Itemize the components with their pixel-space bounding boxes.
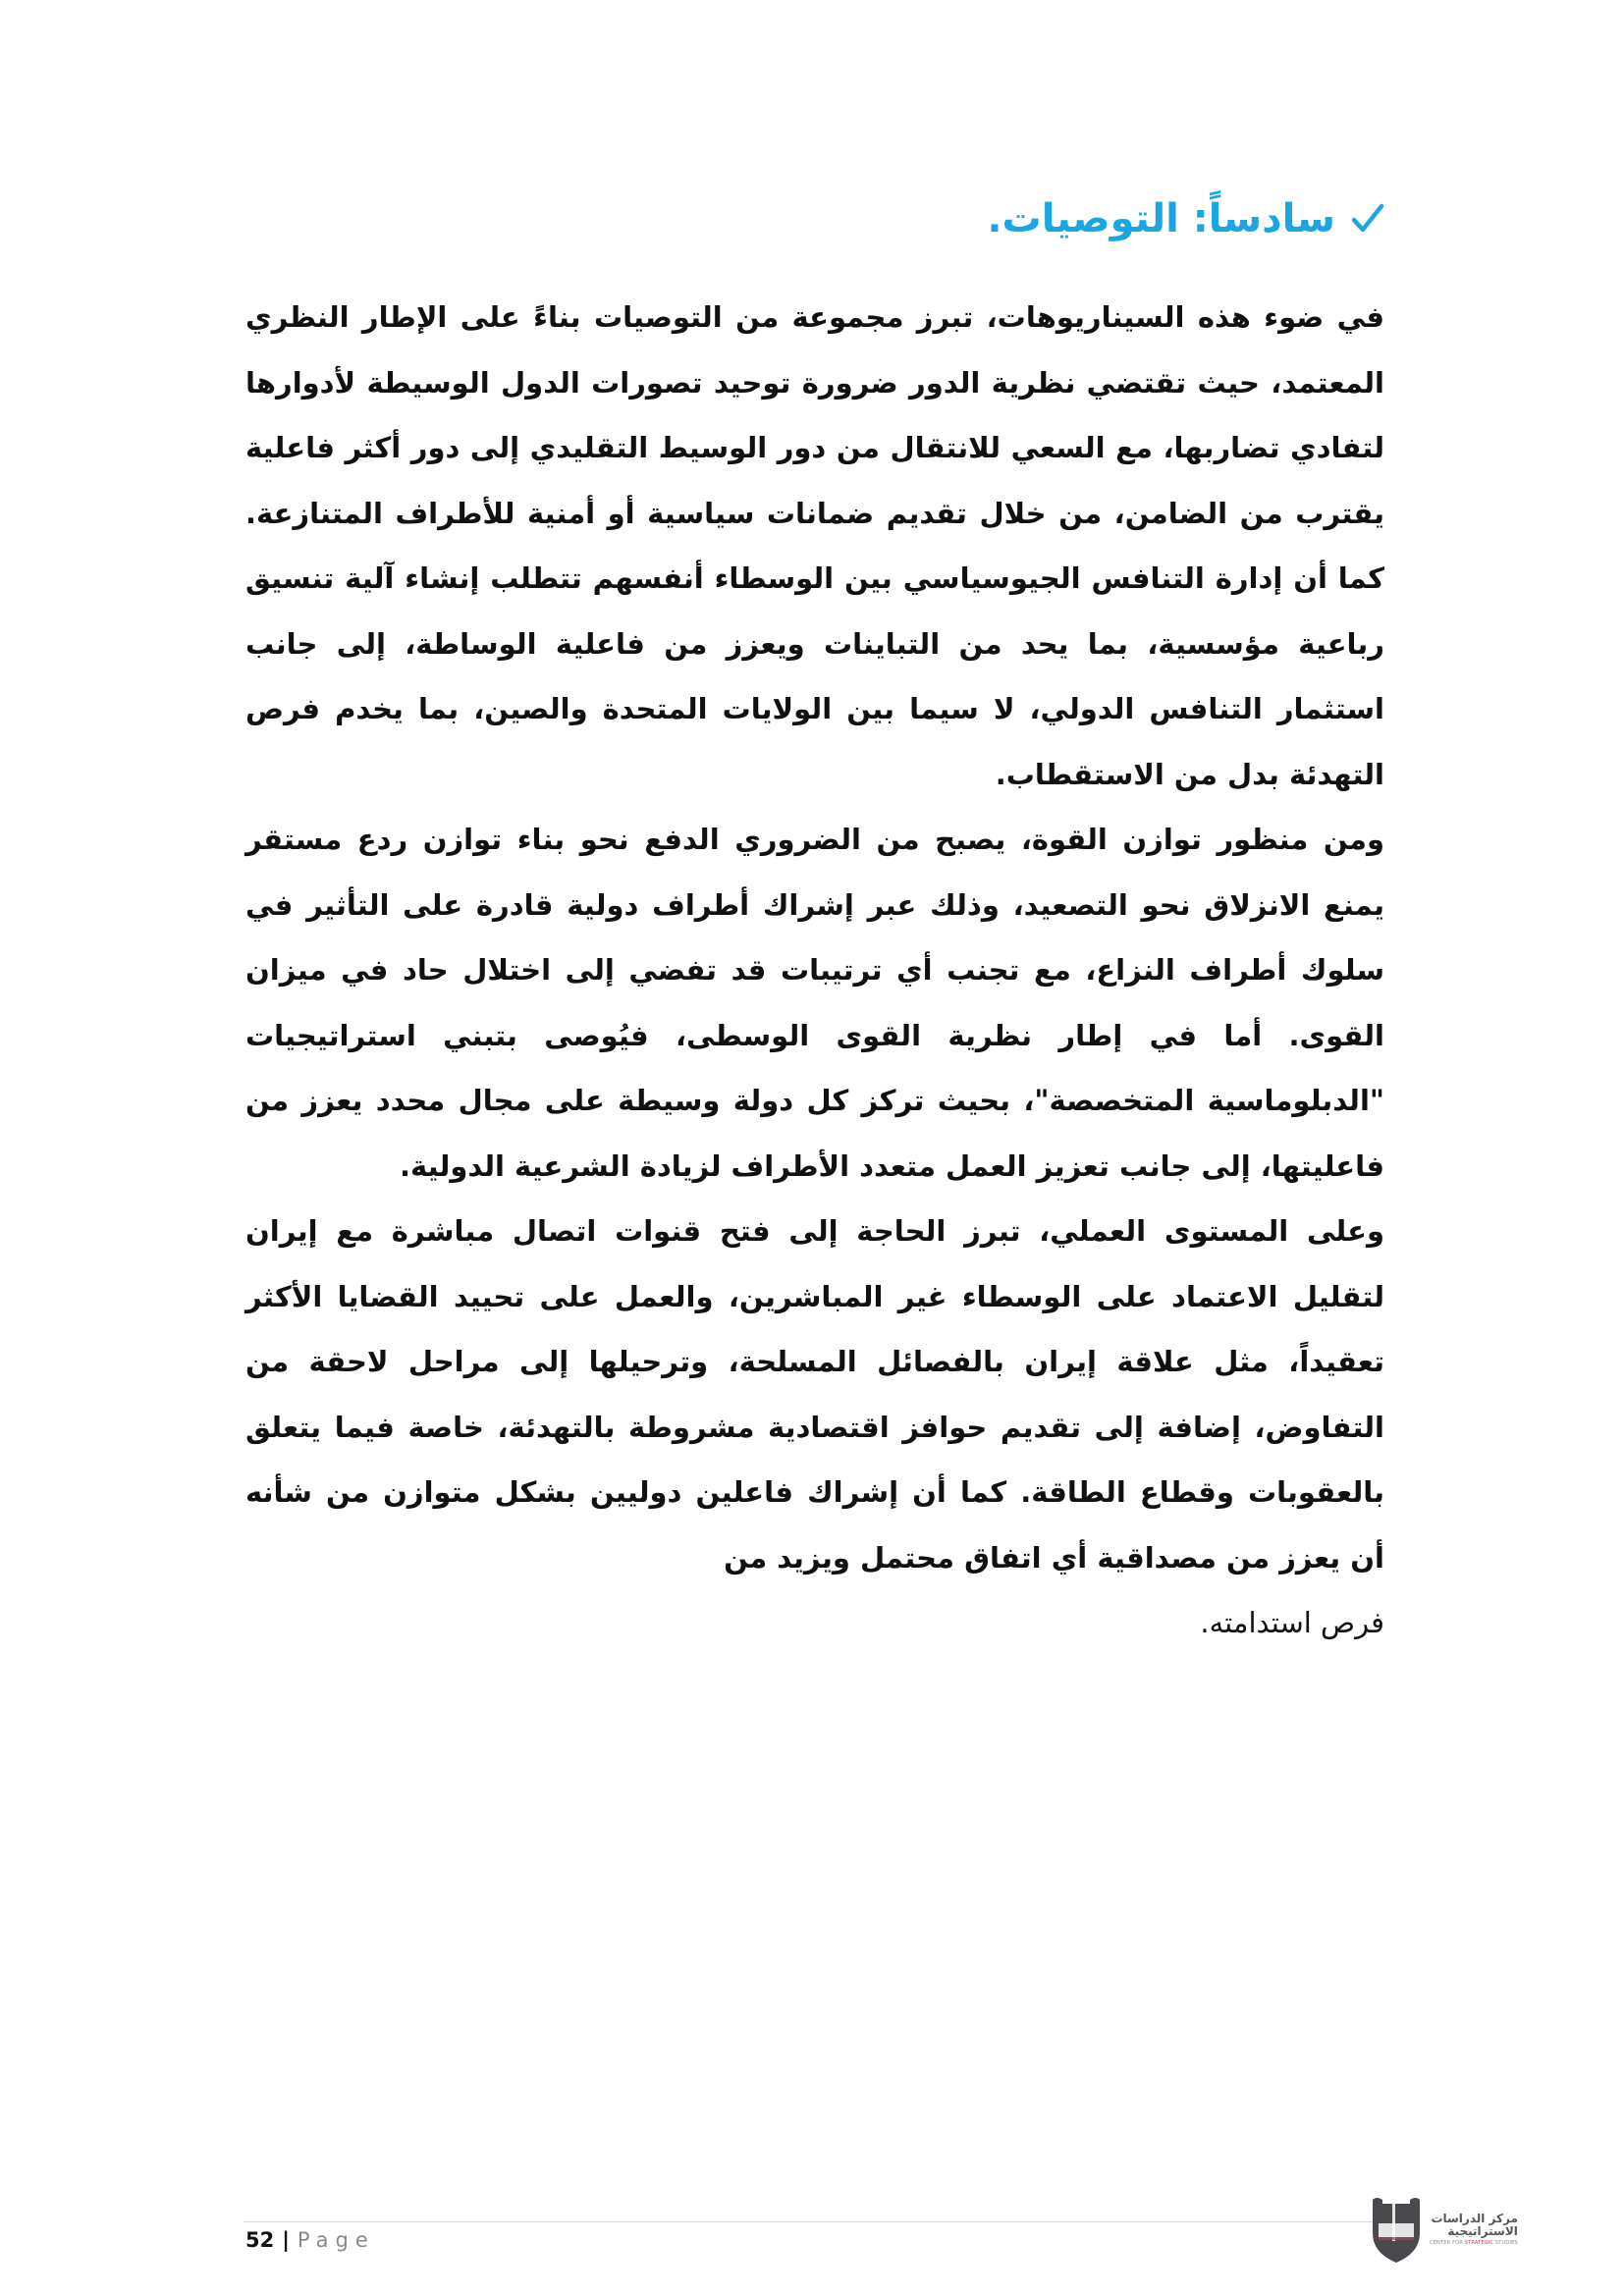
page-label: Page [297, 2228, 375, 2252]
logo-text [1430, 2213, 1518, 2246]
logo-english-pre: CENTER FOR [1430, 2239, 1465, 2246]
paragraph-3: وعلى المستوى العملي، تبرز الحاجة إلى فتح قنوات اتصال مباشرة مع إيران لتقليل الاعتماد على الوسطاء غير المباشرين، والعمل على تحييد القضايا الأكثر تعقيداً، مثل علاقة إيران بالفصائل المسلحة، وترحيلها إلى مراحل لاحقة من التفاوض، إضافة إلى تقديم حوافز اقتصادية مشروطة بالتهدئة، خاصة فيما يتعلق بالعقوبات وقطاع الطاقة. كما أن إشراك فاعلين دوليين بشكل متوازن من شأنه أن يعزز من مصداقية أي اتفاق محتمل ويزيد من [245, 1214, 1384, 1575]
logo-arabic-line-2: الاستراتيجية [1447, 2223, 1518, 2238]
page-number [245, 2228, 375, 2252]
page-number-value: 52 [245, 2228, 275, 2252]
footer-divider [244, 2221, 1380, 2222]
document-page [245, 0, 1384, 2296]
page-number-separator: | [282, 2228, 290, 2252]
logo-english-post: STUDIES [1493, 2239, 1518, 2246]
section-title: سادساً: التوصيات. [987, 196, 1335, 241]
logo-english-text [1430, 2240, 1518, 2246]
section-heading [987, 196, 1384, 241]
check-icon [1351, 202, 1384, 236]
shield-logo-icon [1369, 2194, 1424, 2265]
logo-arabic-line-1: مركز الدراسات [1431, 2211, 1518, 2225]
body-text [245, 285, 1384, 1656]
paragraph-1: في ضوء هذه السيناريوهات، تبرز مجموعة من التوصيات بناءً على الإطار النظري المعتمد، حيث تقتضي نظرية الدور ضرورة توحيد تصورات الدول الوسيطة لأدوارها لتفادي تضاربها، مع السعي للانتقال من دور الوسيط التقليدي إلى دور أكثر فاعلية يقترب من الضامن، من خلال تقديم ضمانات سياسية أو أمنية للأطراف المتنازعة. كما أن إدارة التنافس الجيوسياسي بين الوسطاء أنفسهم تتطلب إنشاء آلية تنسيق رباعية مؤسسية، بما يحد من التباينات ويعزز من فاعلية الوساطة، إلى جانب استثمار التنافس الدولي، لا سيما بين الولايات المتحدة والصين، بما يخدم فرص التهدئة بدل من الاستقطاب. [245, 300, 1384, 791]
logo-english-highlight: STRATEGIC [1464, 2239, 1494, 2246]
closing-fragment: فرص استدامته. [1200, 1606, 1384, 1639]
paragraph-2: ومن منظور توازن القوة، يصبح من الضروري الدفع نحو بناء توازن ردع مستقر يمنع الانزلاق نحو التصعيد، وذلك عبر إشراك أطراف دولية قادرة على التأثير في سلوك أطراف النزاع، مع تجنب أي ترتيبات قد تفضي إلى اختلال حاد في ميزان القوى. أما في إطار نظرية القوى الوسطى، فيُوصى بتبني استراتيجيات "الدبلوماسية المتخصصة"، بحيث تركز كل دولة وسيطة على مجال محدد يعزز من فاعليتها، إلى جانب تعزيز العمل متعدد الأطراف لزيادة الشرعية الدولية. [245, 823, 1384, 1183]
organization-logo [1369, 2187, 1536, 2270]
